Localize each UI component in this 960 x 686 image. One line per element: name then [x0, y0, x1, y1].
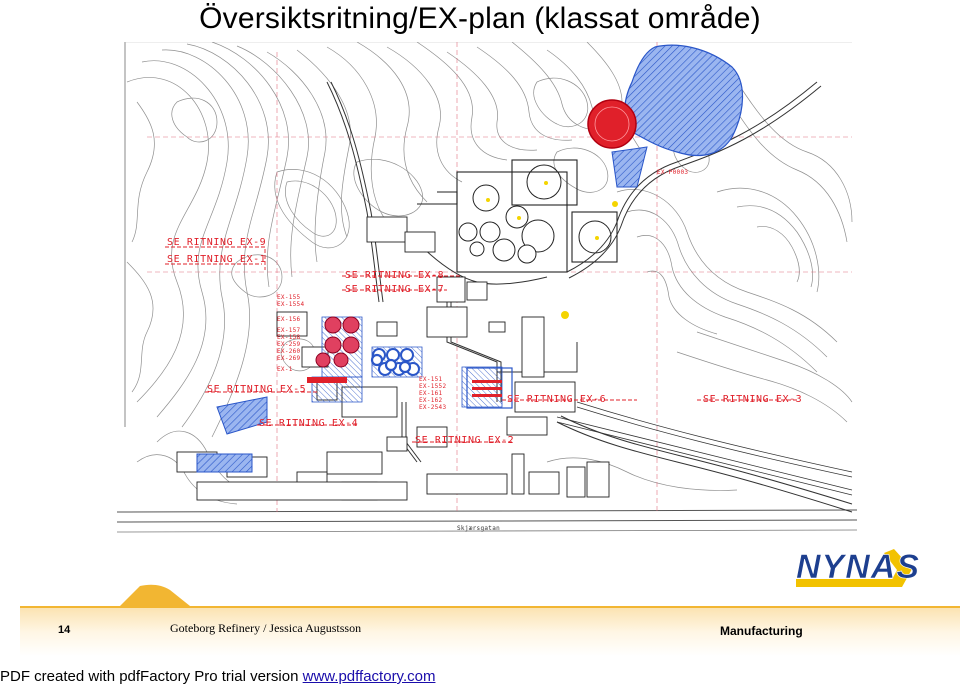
- ref-label-ex-7: SE RITNING EX-7: [345, 284, 445, 295]
- zone-code: EX-2543: [419, 404, 447, 411]
- zone-list-left: [277, 294, 304, 373]
- presenter-line: Goteborg Refinery / Jessica Augustsson: [170, 621, 362, 635]
- ref-label-ex-5: SE RITNING EX-5: [207, 384, 307, 395]
- zone-code: EX-156: [277, 316, 301, 323]
- slide-title: Översiktsritning/EX-plan (klassat område): [199, 2, 761, 35]
- zone-code: EX-157: [277, 327, 301, 334]
- pdf-notice-text: PDF created with pdfFactory Pro trial version: [0, 668, 299, 685]
- footer-band: [0, 584, 960, 656]
- zone-code: EX-1552: [419, 383, 447, 390]
- pdffactory-link[interactable]: www.pdffactory.com: [302, 668, 436, 685]
- zone-code: EX-161: [419, 390, 443, 397]
- logo-wordmark: NYNAS: [796, 548, 921, 586]
- site-plan-drawing: [117, 42, 857, 542]
- zone-tag-top: EX-P0003: [657, 169, 689, 176]
- ref-label-ex-1: SE RITNING EX-1: [167, 254, 267, 265]
- zone-code: EX-1: [277, 366, 293, 373]
- zone-code: EX-155: [277, 294, 301, 301]
- zone-code: EX-162: [419, 397, 443, 404]
- tank-area-zone: [625, 45, 743, 155]
- pdf-notice: [0, 667, 960, 686]
- ref-label-ex-6: SE RITNING EX-6: [507, 394, 607, 405]
- zone-code: EX-259: [277, 341, 301, 348]
- zone-code: EX-151: [419, 376, 443, 383]
- tank-farm: [459, 165, 611, 263]
- ref-label-ex-3: SE RITNING EX-3: [703, 394, 803, 405]
- zone-code: EX-158: [277, 334, 301, 341]
- page-number: 14: [58, 624, 71, 636]
- department-label: Manufacturing: [720, 624, 803, 638]
- zone-code: EX-1554: [277, 301, 305, 308]
- ref-label-ex-8: SE RITNING EX-8: [345, 270, 445, 281]
- ref-label-ex-9: SE RITNING EX-9: [167, 237, 267, 248]
- zone-code: EX-269: [277, 355, 301, 362]
- zone-code: EX-260: [277, 348, 301, 355]
- ref-label-ex-2: SE RITNING EX-2: [415, 435, 515, 446]
- ref-label-ex-4: SE RITNING EX-4: [259, 418, 359, 429]
- road-label: Skjærsgatan: [457, 525, 501, 532]
- zone-list-right: [419, 376, 446, 411]
